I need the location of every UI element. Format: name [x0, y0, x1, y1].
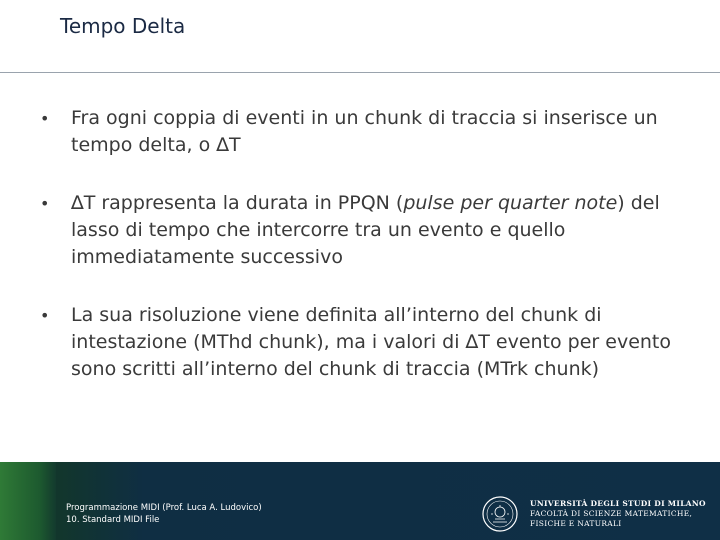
bullet-item-2	[40, 190, 690, 271]
university-name: UNIVERSITÀ DEGLI STUDI DI MILANO	[530, 499, 706, 508]
footer-accent-block	[0, 462, 56, 540]
bullet-dot-icon: •	[40, 306, 50, 325]
bullet-item-1	[40, 105, 690, 159]
bullet-text-suffix: ) del lasso di tempo che intercorre tra un evento e quello immediatamente successivo	[71, 192, 660, 268]
bullet-dot-icon: •	[40, 194, 50, 213]
footer-bar	[0, 462, 720, 540]
bullet-italic-text: pulse per quarter note	[403, 192, 618, 214]
bullet-text: ∆T rappresenta la durata in PPQN (	[71, 192, 404, 214]
bullet-item-3	[40, 302, 690, 383]
slide-title: Tempo Delta	[60, 14, 186, 38]
bullet-list	[40, 105, 690, 414]
title-divider	[0, 72, 720, 73]
university-name-block	[530, 499, 706, 529]
footer-course: Programmazione MIDI (Prof. Luca A. Ludovico)	[66, 503, 262, 513]
faculty-line-2: FISICHE E NATURALI	[530, 519, 622, 528]
bullet-text: Fra ogni coppia di eventi in un chunk di traccia si inserisce un tempo delta, o ∆T	[71, 107, 658, 156]
footer-course-info	[66, 502, 262, 526]
bullet-dot-icon: •	[40, 109, 50, 128]
faculty-line-1: FACOLTÀ DI SCIENZE MATEMATICHE,	[530, 509, 693, 518]
footer-lesson: 10. Standard MIDI File	[66, 515, 160, 525]
bullet-text: La sua risoluzione viene definita all’interno del chunk di intestazione (MThd chunk), ma i valori di ∆T evento per evento sono scritti all’interno del chunk di traccia (MTrk chunk)	[71, 304, 672, 380]
university-seal-icon	[482, 496, 518, 532]
